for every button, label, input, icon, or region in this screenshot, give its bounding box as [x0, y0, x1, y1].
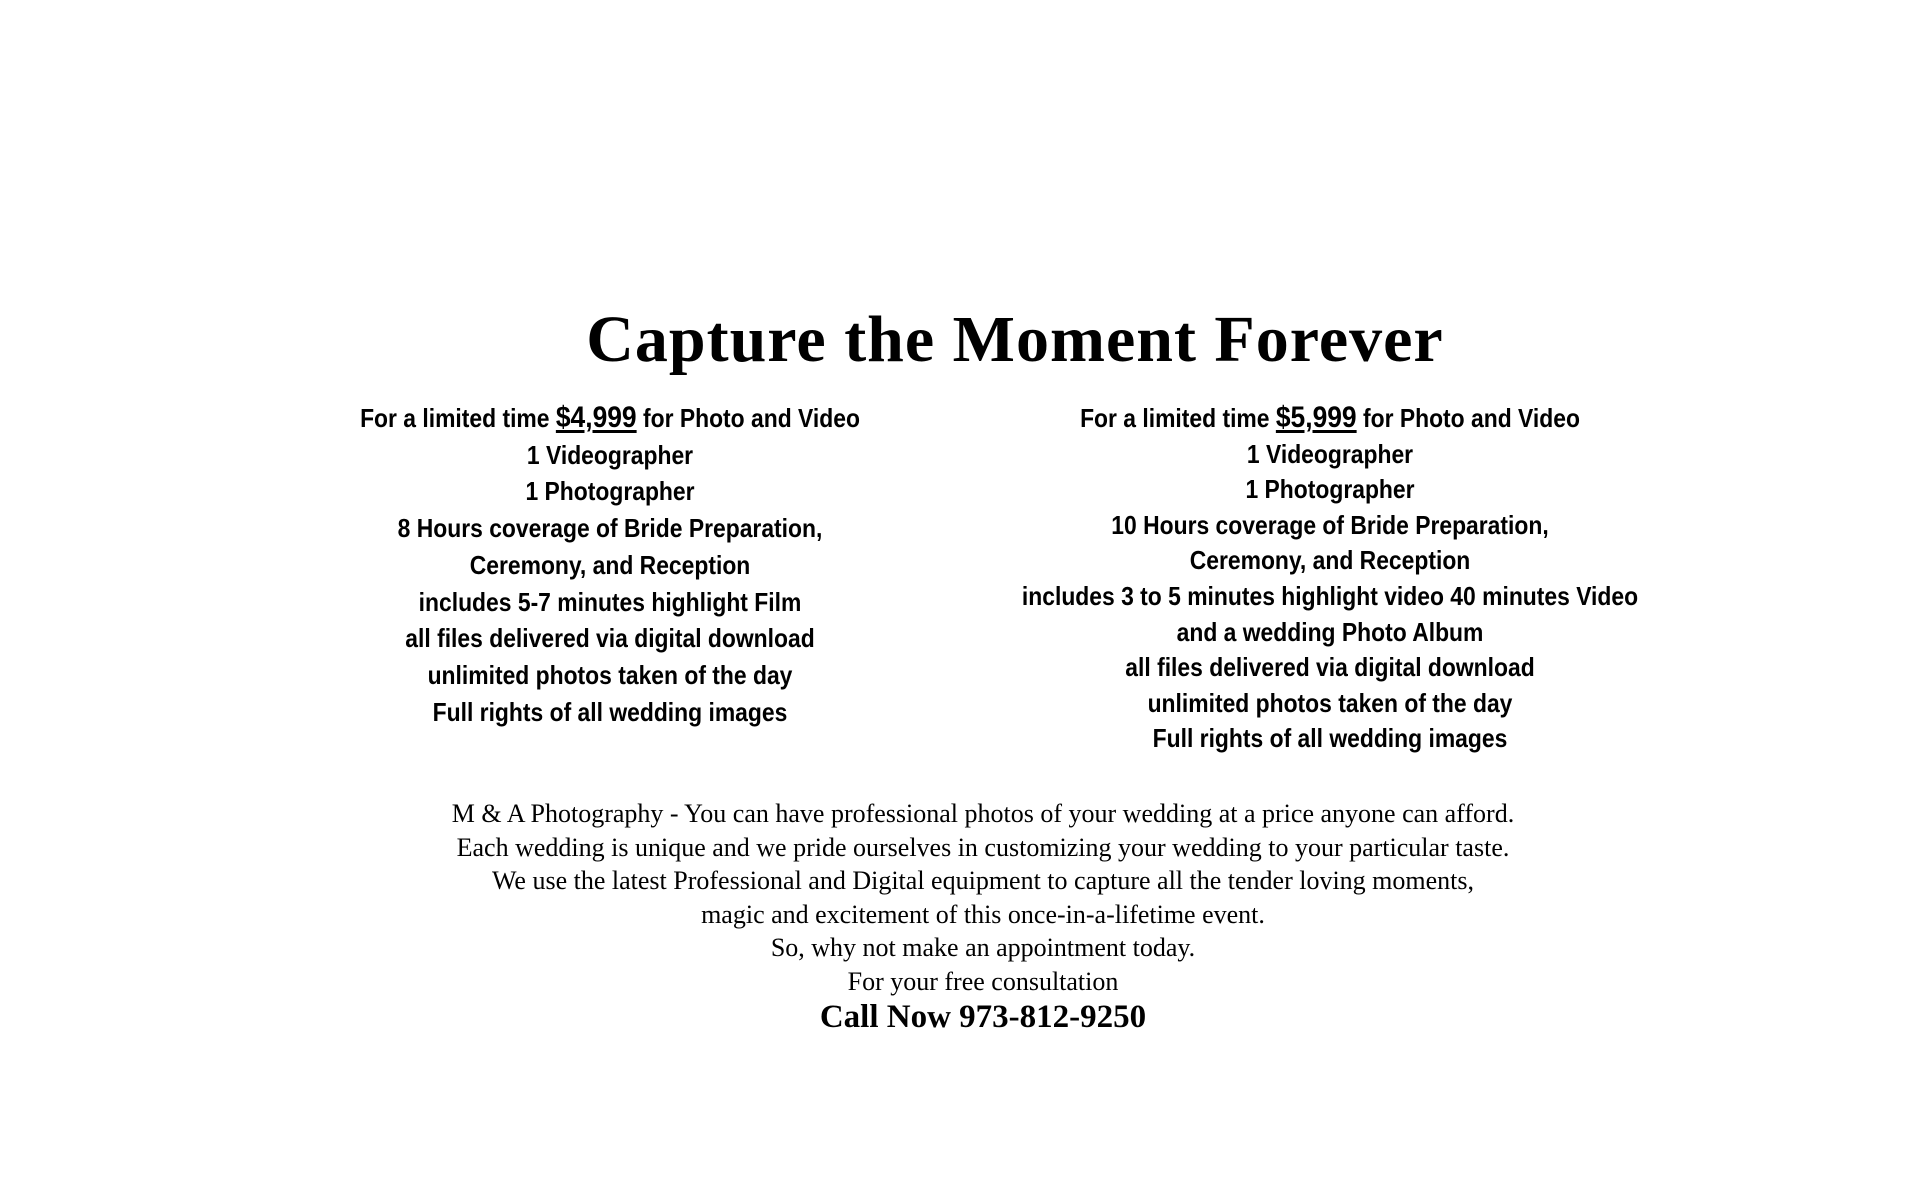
- package-intro-prefix: For a limited time: [1080, 403, 1270, 433]
- package-price: $4,999: [555, 401, 637, 434]
- package-intro-suffix: for Photo and Video: [642, 403, 860, 433]
- package-price: $5,999: [1275, 401, 1357, 434]
- package-4999: [302, 400, 918, 730]
- call-now-phone: Call Now 973-812-9250: [819, 999, 1147, 1035]
- package-feature: includes 3 to 5 minutes highlight video 40 minutes Video: [1021, 580, 1639, 611]
- about-line: So, why not make an appointment today.: [770, 933, 1196, 962]
- package-feature: and a wedding Photo Album: [1176, 616, 1484, 647]
- about-line: Each wedding is unique and we pride ourselves in customizing your wedding to your particular taste.: [456, 832, 1510, 862]
- package-feature: Ceremony, and Reception: [469, 549, 751, 580]
- package-feature: Ceremony, and Reception: [1189, 545, 1471, 576]
- package-feature: includes 5-7 minutes highlight Film: [418, 586, 802, 617]
- about-line: For your free consultation: [847, 966, 1119, 996]
- package-feature: 1 Photographer: [525, 476, 695, 507]
- about-paragraph: [0, 797, 1920, 998]
- package-feature: Full rights of all wedding images: [1152, 723, 1508, 754]
- page-title: Capture the Moment Forever: [586, 303, 1444, 376]
- package-feature: Full rights of all wedding images: [432, 696, 788, 727]
- package-feature: unlimited photos taken of the day: [1147, 687, 1513, 718]
- package-feature: all files delivered via digital download: [1125, 652, 1535, 683]
- package-intro: [987, 400, 1673, 437]
- package-intro-prefix: For a limited time: [360, 403, 550, 433]
- about-line: We use the latest Professional and Digital equipment to capture all the tender loving moments,: [491, 866, 1475, 895]
- package-feature: 1 Videographer: [1246, 438, 1414, 469]
- package-feature: all files delivered via digital download: [405, 623, 815, 654]
- package-feature: 10 Hours coverage of Bride Preparation,: [1111, 509, 1549, 540]
- package-feature: 8 Hours coverage of Bride Preparation,: [397, 513, 823, 544]
- package-feature: 1 Photographer: [1245, 474, 1415, 505]
- package-5999: [987, 400, 1673, 757]
- about-line: magic and excitement of this once-in-a-lifetime event.: [701, 899, 1265, 929]
- package-intro-suffix: for Photo and Video: [1362, 403, 1580, 433]
- about-line: M & A Photography - You can have professional photos of your wedding at a price anyone can afford.: [451, 799, 1515, 828]
- package-intro: [302, 400, 918, 437]
- package-feature: unlimited photos taken of the day: [427, 659, 793, 690]
- package-feature: 1 Videographer: [526, 439, 694, 470]
